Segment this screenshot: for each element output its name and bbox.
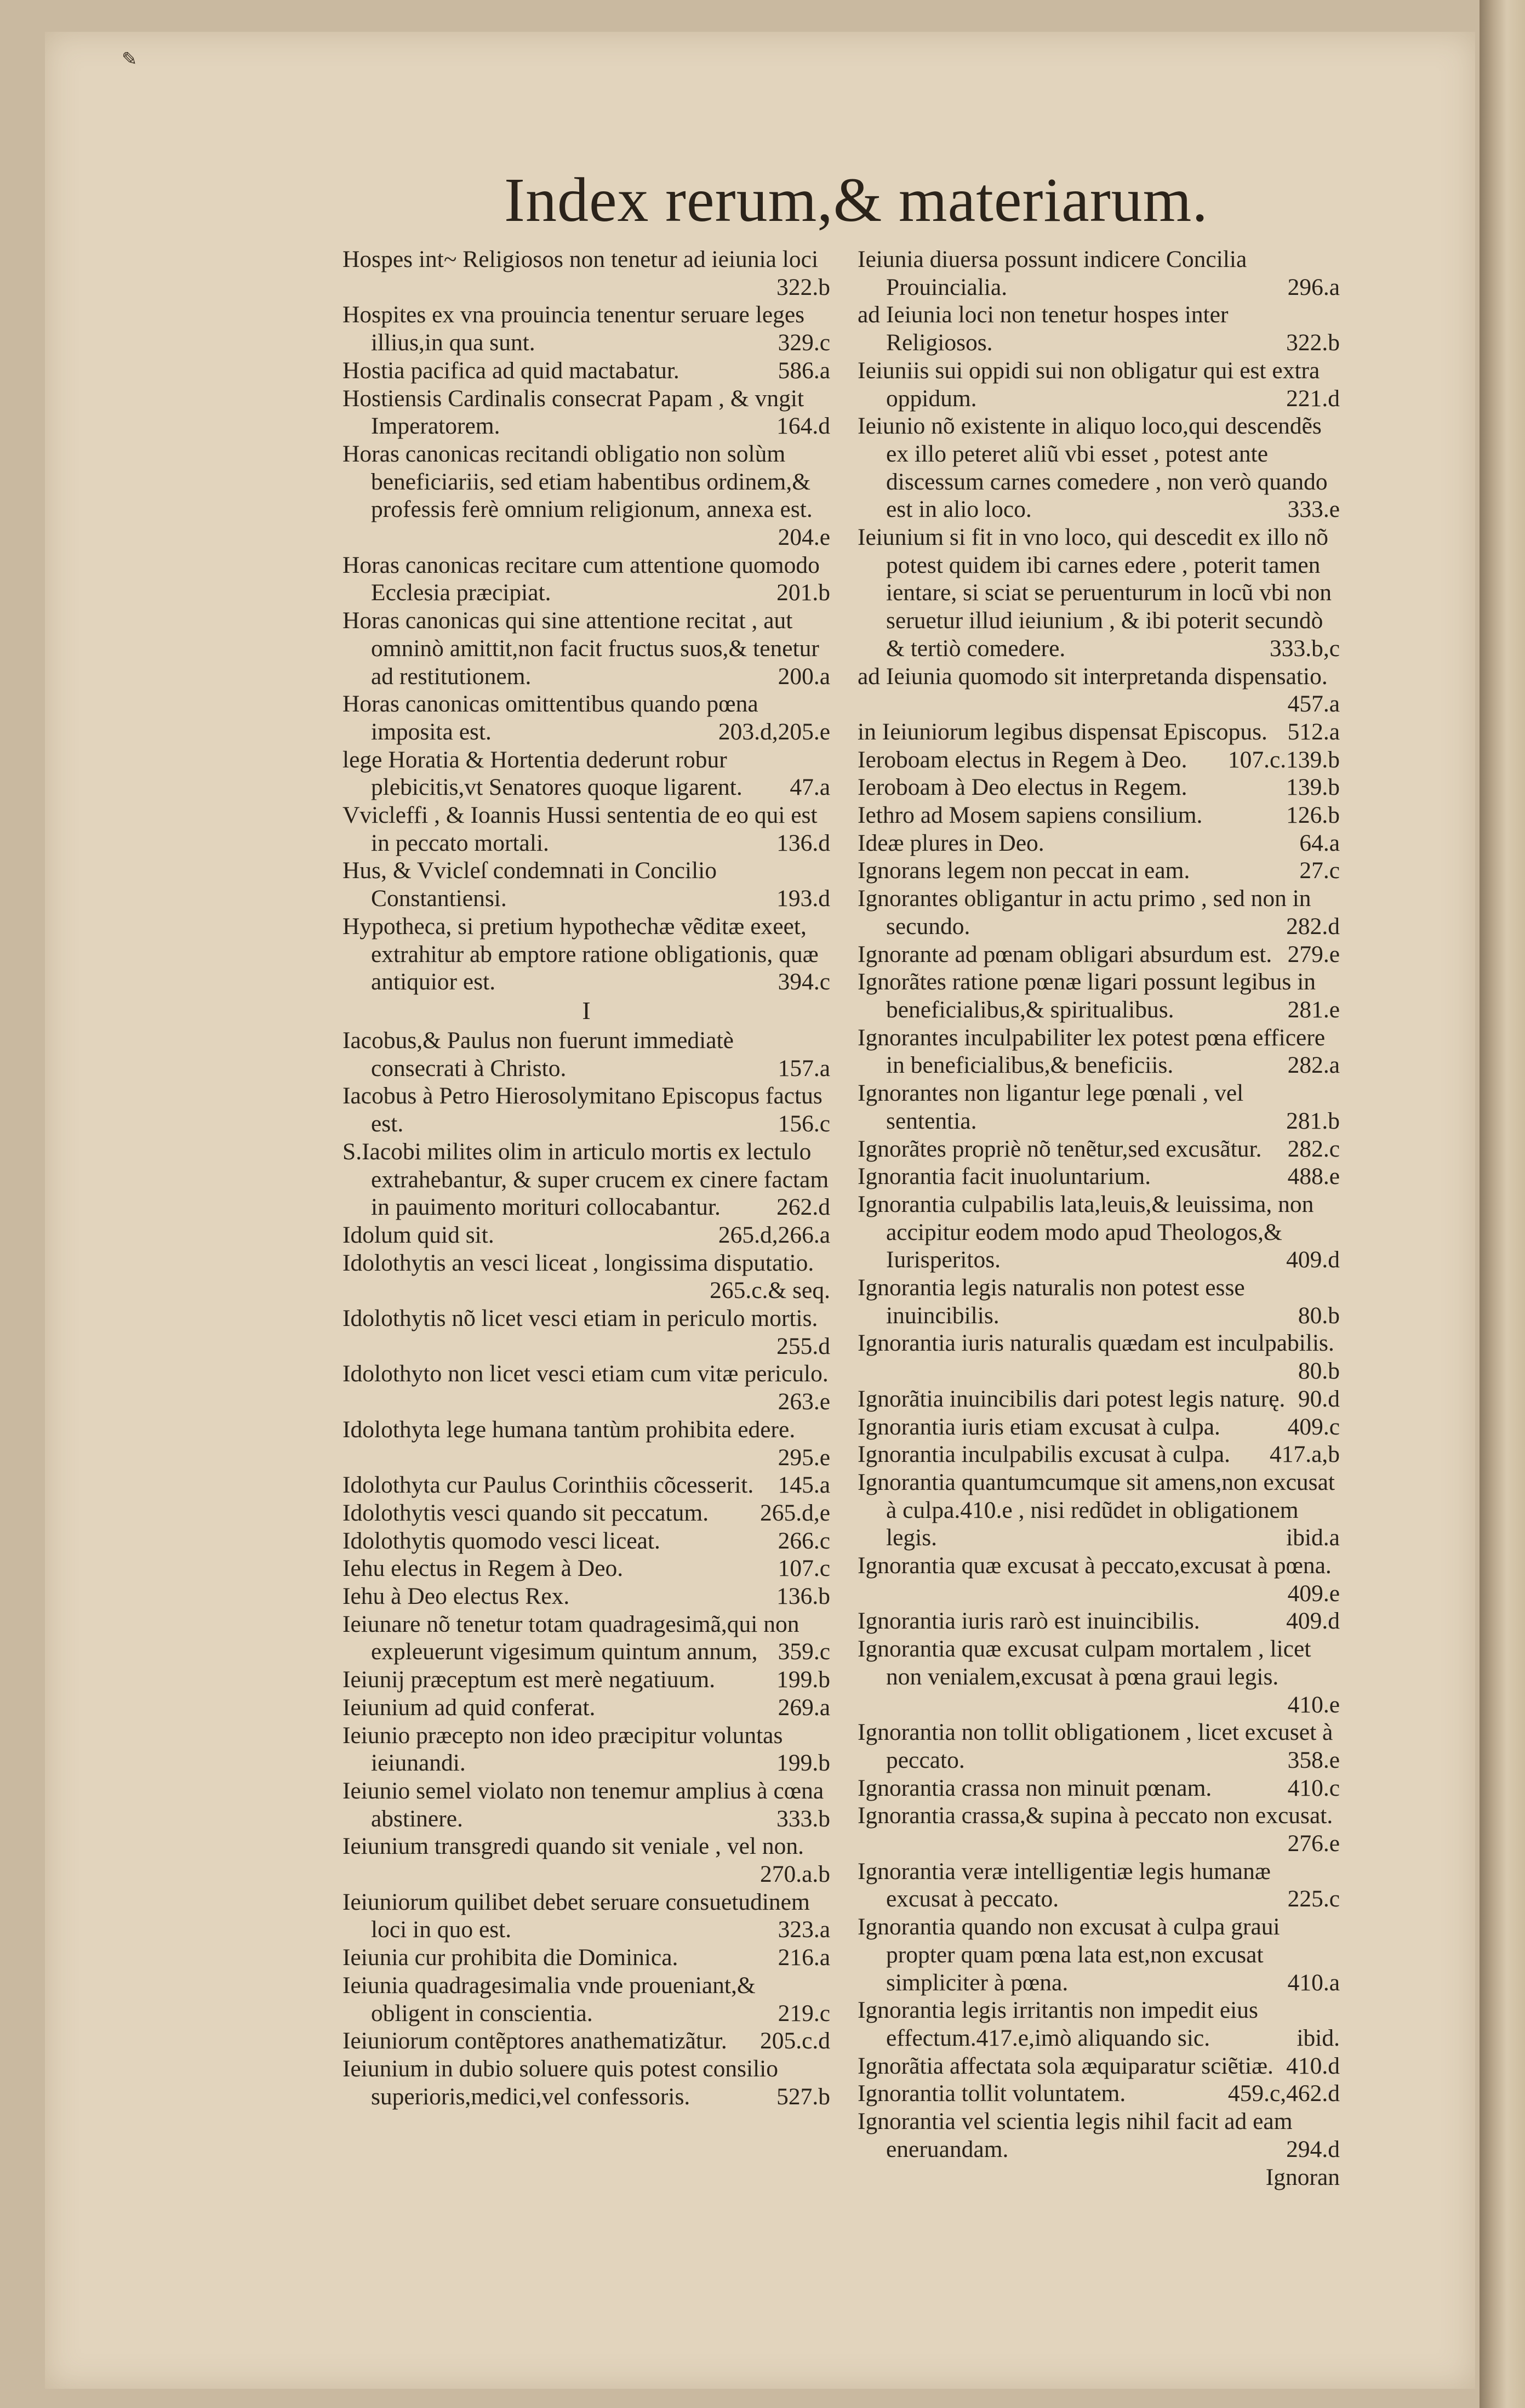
index-entry-text: Horas canonicas omittentibus quando pœna imposita est. (342, 691, 758, 745)
index-entry-text: ad Ieiunia quomodo sit interpretanda dispensatio. (858, 663, 1328, 690)
index-entry-text: Idolothytis nõ licet vesci etiam in periculo mortis. (342, 1305, 818, 1332)
index-entry-reference: 47.a (790, 774, 830, 801)
index-entry (342, 1944, 830, 1972)
index-entry (858, 1163, 1340, 1191)
index-entry-text: Vvicleffi , & Ioannis Hussi sententia de eo qui est in peccato mortali. (342, 802, 818, 856)
index-entry (858, 1135, 1340, 1163)
index-entry-text: Hospites ex vna prouincia tenentur seruare leges illius,in qua sunt. (342, 301, 805, 356)
index-entry-text: Ieiunium ad quid conferat. (342, 1694, 596, 1721)
index-entry-reference: 281.b (1286, 1107, 1340, 1134)
index-entry-reference: 409.d (1286, 1246, 1340, 1273)
index-entry-reference: 204.e (778, 524, 830, 551)
index-entry (342, 1694, 830, 1722)
index-entry-text: Ieiunare nõ tenetur totam quadragesimã,qui non expleuerunt vigesimum quintum annum, (342, 1610, 799, 1665)
index-entry-reference: 359.c (778, 1638, 830, 1665)
index-entry-text: Ieiunium transgredi quando sit veniale , vel non. (342, 1833, 804, 1860)
index-entry (342, 2027, 830, 2055)
index-entry-reference: 255.d (776, 1333, 830, 1359)
corner-annotation-mark: ✎ (122, 49, 138, 70)
index-entry (858, 246, 1340, 301)
index-entry (858, 2052, 1340, 2080)
index-entry (342, 913, 830, 996)
index-entry-reference: 221.d (1286, 385, 1340, 412)
index-entry (342, 1722, 830, 1777)
index-entry (342, 1555, 830, 1582)
index-entry-reference: 417.a,b (1269, 1441, 1340, 1468)
index-entry-text: Idolothyta lege humana tantùm prohibita edere. (342, 1416, 796, 1443)
index-entry-reference: 512.a (1287, 718, 1340, 745)
index-entry (858, 1913, 1340, 1996)
index-entry-text: Idolothytis quomodo vesci liceat. (342, 1527, 660, 1554)
index-entry-reference: 265.d,e (759, 1499, 830, 1526)
index-entry-reference: 164.d (776, 413, 830, 440)
index-entry-reference: 410.c (1287, 1774, 1340, 1801)
index-entry-text: Ieroboam à Deo electus in Regem. (858, 774, 1187, 801)
index-entry (858, 1718, 1340, 1774)
index-entry (858, 1079, 1340, 1135)
index-entry-reference: 294.d (1286, 2136, 1340, 2162)
index-entry-text: Ieiuniorum quilibet debet seruare consuetudinem loci in quo est. (342, 1888, 810, 1943)
index-entry (342, 1888, 830, 1944)
index-entry (858, 941, 1340, 969)
index-entry-text: Ieiuniorum contẽptores anathematizãtur. (342, 2028, 727, 2054)
index-entry (342, 1499, 830, 1527)
index-entry-text: Ieiunij præceptum est merè negatiuum. (342, 1666, 716, 1693)
index-entry-text: Ieiunio nõ existente in aliquo loco,qui descendẽs ex illo peteret aliũ vbi esset , potest ante discessum carnes comedere , non verò quando est in alio loco. (858, 413, 1328, 523)
index-entry (342, 385, 830, 440)
index-entry (342, 2055, 830, 2110)
index-entry-reference: 27.c (1299, 857, 1340, 884)
index-entry-text: Ignorantia non tollit obligationem , licet excuset à peccato. (858, 1719, 1333, 1773)
index-entry-reference: 107.c.139.b (1227, 746, 1340, 773)
index-entry-reference: 139.b (1286, 774, 1340, 801)
index-entry-text: Ieiuniis sui oppidi sui non obligatur qui est extra oppidum. (858, 357, 1320, 412)
index-entry (858, 1774, 1340, 1802)
index-entry-reference: 225.c (1287, 1886, 1340, 1912)
index-entry (858, 1635, 1340, 1718)
index-column-left (342, 246, 830, 2110)
index-entry-text: Ignorantia crassa non minuit pœnam. (858, 1774, 1212, 1801)
index-entry-reference: 199.b (776, 1750, 830, 1777)
index-entry-reference: 488.e (1287, 1163, 1340, 1190)
index-entry-text: Ignorantia quæ excusat à peccato,excusat à pœna. (858, 1552, 1332, 1579)
index-entry-text: Ignorante ad pœnam obligari absurdum est. (858, 941, 1272, 967)
index-entry-reference: 266.c (778, 1527, 830, 1554)
catchword: Ignoran (1265, 2164, 1340, 2190)
index-entry-text: Ieroboam electus in Regem à Deo. (858, 746, 1187, 773)
index-entry-reference: 410.a (1287, 1969, 1340, 1996)
index-entry (342, 857, 830, 912)
index-entry-reference: 329.c (778, 329, 830, 356)
index-entry-text: Ieiunium si fit in vno loco, qui descedit ex illo nõ potest quidem ibi carnes edere , poterit tamen ientare, si sciat se peruenturum in locũ vbi non seruetur illud ieiunium , & ibi poterit secundò & tertiò comedere. (858, 524, 1332, 662)
index-entry-text: Idolum quid sit. (342, 1221, 494, 1248)
index-entry (858, 1802, 1340, 1857)
index-entry-text: Ignorantes inculpabiliter lex potest pœna efficere in beneficialibus,& beneficiis. (858, 1024, 1326, 1079)
index-entry-text: lege Horatia & Hortentia dederunt robur plebicitis,vt Senatores quoque ligarent. (342, 746, 742, 801)
index-entry-text: Ignorantia inculpabilis excusat à culpa. (858, 1441, 1231, 1468)
index-entry-text: Ignorantia legis naturalis non potest esse inuincibilis. (858, 1274, 1245, 1329)
index-entry-reference: 457.a (1287, 691, 1340, 718)
index-entry (858, 801, 1340, 829)
index-entry-reference: 586.a (778, 357, 830, 384)
index-entry-text: Ignorantia crassa,& supina à peccato non excusat. (858, 1802, 1333, 1829)
index-entry (858, 1385, 1340, 1413)
index-entry-text: Horas canonicas recitandi obligatio non solùm beneficiariis, sed etiam habentibus ordinem,& professis ferè omnium religionum, annexa est. (342, 440, 813, 523)
index-entry-reference: 270.a.b (759, 1861, 830, 1888)
index-entry-text: Ignorantia iuris etiam excusat à culpa. (858, 1413, 1220, 1440)
index-entry-reference: 136.b (776, 1583, 830, 1610)
index-entry (342, 1471, 830, 1499)
index-entry (342, 1777, 830, 1832)
index-entry (342, 1972, 830, 2027)
index-entry-reference: 199.b (776, 1666, 830, 1693)
index-entry-text: Iehu à Deo electus Rex. (342, 1583, 570, 1610)
index-entry-text: Ignorãtes ratione pœnæ ligari possunt legibus in beneficialibus,& spiritualibus. (858, 969, 1316, 1023)
index-entry-reference: 262.d (776, 1194, 830, 1221)
index-entry (858, 718, 1340, 746)
index-entry-text: Ignorantia culpabilis lata,leuis,& leuissima, non accipitur eodem modo apud Theologos,& Iurisperitos. (858, 1191, 1314, 1273)
index-entry-reference: 333.e (1287, 496, 1340, 523)
index-entry (342, 1249, 830, 1305)
index-entry (342, 1582, 830, 1610)
index-entry-text: Ignorantia quando non excusat à culpa graui propter quam pœna lata est,non excusat simpliciter à pœna. (858, 1914, 1280, 1996)
index-entry-text: Ignorantia legis irritantis non impedit eius effectum.417.e,imò aliquando sic. (858, 1997, 1258, 2051)
index-entry-reference: 136.d (776, 829, 830, 856)
index-entry (858, 829, 1340, 857)
index-entry (858, 1996, 1340, 2052)
index-entry (858, 1329, 1340, 1385)
index-entry (342, 690, 830, 745)
index-entry-reference: 156.c (778, 1111, 830, 1137)
index-entry-reference: 80.b (1298, 1302, 1340, 1329)
index-entry-reference: 90.d (1298, 1385, 1340, 1412)
index-entry-text: Ignorantia tollit voluntatem. (858, 2080, 1126, 2107)
index-entry-text: Hostia pacifica ad quid mactabatur. (342, 357, 679, 384)
index-entry-text: Ignorantia quantumcumque sit amens,non excusat à culpa.410.e , nisi redũdet in obligationem legis. (858, 1468, 1335, 1551)
index-entry-reference: 279.e (1287, 941, 1340, 967)
index-entry-reference: 193.d (776, 885, 830, 912)
index-entry-text: Ignorans legem non peccat in eam. (858, 857, 1190, 884)
index-entry-text: Ideæ plures in Deo. (858, 829, 1044, 856)
index-entry-reference: 64.a (1299, 829, 1340, 856)
index-entry (342, 1082, 830, 1137)
index-entry-reference: 145.a (778, 1472, 830, 1499)
index-entry-text: Ignorantes non ligantur lege pœnali , vel sententia. (858, 1080, 1244, 1134)
index-entry (342, 440, 830, 551)
index-entry (342, 301, 830, 356)
index-entry-reference: 323.a (778, 1916, 830, 1943)
index-entry (858, 1413, 1340, 1441)
index-entry-reference: 296.a (1287, 274, 1340, 300)
index-entry (342, 1527, 830, 1555)
index-entry-reference: 295.e (778, 1444, 830, 1471)
index-entry-reference: 265.c.& seq. (710, 1277, 830, 1304)
index-entry-reference: 265.d,266.a (718, 1221, 830, 1248)
index-entry (858, 1858, 1340, 1913)
index-entry (342, 746, 830, 801)
index-entry-reference: 410.d (1286, 2052, 1340, 2079)
index-entry (858, 2108, 1340, 2163)
index-entry (342, 246, 830, 301)
index-entry (342, 1305, 830, 1360)
index-entry-text: S.Iacobi milites olim in articulo mortis ex lectulo extrahebantur, & super crucem ex cinere factam in pauimento morituri collocabantur. (342, 1138, 829, 1221)
index-entry-reference: 203.d,205.e (718, 718, 830, 745)
index-entry (342, 551, 830, 607)
index-entry-text: Ieiunio præcepto non ideo præcipitur voluntas ieiunandi. (342, 1722, 783, 1777)
index-entry (342, 1610, 830, 1666)
index-entry-reference: 219.c (778, 2000, 830, 2026)
index-entry-reference: 333.b,c (1269, 635, 1340, 662)
index-entry (858, 857, 1340, 885)
index-entry-reference: 333.b (776, 1805, 830, 1832)
index-entry-text: Ieiunium in dubio soluere quis potest consilio superioris,medici,vel confessoris. (342, 2056, 779, 2110)
index-entry-reference: 80.b (1298, 1358, 1340, 1385)
index-entry-reference: 409.e (1287, 1580, 1340, 1607)
index-entry (858, 968, 1340, 1023)
index-entry-reference: ibid. (1296, 2025, 1340, 2051)
index-entry (858, 1024, 1340, 1079)
index-entry-reference: ibid.a (1286, 1524, 1340, 1551)
index-entry (342, 1666, 830, 1694)
index-entry (858, 2080, 1340, 2108)
index-entry (342, 357, 830, 385)
index-entry (858, 885, 1340, 940)
index-column-right (858, 246, 1340, 2191)
index-entry-text: Idolothyto non licet vesci etiam cum vitæ periculo. (342, 1360, 829, 1387)
index-entry-text: Iehu electus in Regem à Deo. (342, 1555, 624, 1582)
index-entry-text: Hostiensis Cardinalis consecrat Papam , & vngit Imperatorem. (342, 385, 804, 440)
index-entry-text: Idolothytis an vesci liceat , longissima disputatio. (342, 1249, 814, 1276)
index-entry (858, 301, 1340, 356)
index-entry-text: Ieiunia cur prohibita die Dominica. (342, 1944, 678, 1971)
index-entry-reference: 358.e (1287, 1746, 1340, 1773)
index-entry (858, 1607, 1340, 1635)
index-entry (342, 801, 830, 857)
index-entry-reference: 322.b (776, 274, 830, 300)
adjacent-page-edge (1480, 0, 1525, 2408)
index-entry-text: Hypotheca, si pretium hypothechæ vẽditæ exeet, extrahitur ab emptore ratione obligationis, quæ antiquior est. (342, 913, 819, 995)
index-entry-text: in Ieiuniorum legibus dispensat Episcopus. (858, 718, 1267, 745)
index-entry-text: Idolothyta cur Paulus Corinthiis cõcesserit. (342, 1472, 754, 1499)
index-entry-reference: 409.c (1287, 1413, 1340, 1440)
index-entry-text: Ieiunio semel violato non tenemur amplius à cœna abstinere. (342, 1777, 824, 1832)
index-entry-reference: 394.c (778, 969, 830, 995)
index-entry-text: Horas canonicas qui sine attentione recitat , aut omninò amittit,non facit fructus suos,& tenetur ad restitutionem. (342, 607, 819, 690)
index-entry (858, 663, 1340, 718)
index-entry-text: Ignorãtia inuincibilis dari potest legis naturę. (858, 1385, 1286, 1412)
index-entry-text: Ignorantia facit inuoluntarium. (858, 1163, 1151, 1190)
index-entry (858, 412, 1340, 523)
index-entry-reference: 276.e (1287, 1830, 1340, 1857)
index-entry-reference: 126.b (1286, 802, 1340, 829)
index-entry-text: Ieiunia quadragesimalia vnde proueniant,& obligent in conscientia. (342, 1972, 756, 2026)
index-entry-text: Ignorantes obligantur in actu primo , sed non in secundo. (858, 885, 1311, 940)
index-entry-text: Ignorantia veræ intelligentiæ legis humanæ excusat à peccato. (858, 1858, 1271, 1912)
index-entry-text: Ignorantia vel scientia legis nihil facit ad eam eneruandam. (858, 2108, 1293, 2162)
index-entry-text: Iacobus,& Paulus non fuerunt immediatè consecrati à Christo. (342, 1027, 734, 1081)
index-entry-reference: 282.a (1287, 1052, 1340, 1079)
index-entry-text: Ieiunia diuersa possunt indicere Concilia Prouincialia. (858, 246, 1247, 300)
index-entry-reference: 459.c,462.d (1227, 2080, 1340, 2107)
index-entry-reference: 157.a (778, 1055, 830, 1081)
index-entry (858, 1274, 1340, 1329)
index-entry-text: Ignorantia quæ excusat culpam mortalem , licet non venialem,excusat à pœna graui legis. (858, 1636, 1311, 1690)
index-entry-text: ad Ieiunia loci non tenetur hospes inter Religiosos. (858, 301, 1229, 356)
index-entry-reference: 216.a (778, 1944, 830, 1971)
page-title: Index rerum,& materiarum. (504, 165, 1208, 235)
index-entry-text: Hospes int~ Religiosos non tenetur ad ieiunia loci (342, 246, 819, 272)
index-entry-text: Ignorãtia affectata sola æquiparatur sciẽtiæ. (858, 2052, 1273, 2079)
index-entry-reference: 409.d (1286, 1608, 1340, 1635)
index-entry (342, 1416, 830, 1471)
index-entry-reference: 205.c.d (759, 2028, 830, 2054)
index-entry-reference: 269.a (778, 1694, 830, 1721)
index-entry-text: Idolothytis vesci quando sit peccatum. (342, 1499, 709, 1526)
index-entry-text: Ignorantia iuris naturalis quædam est inculpabilis. (858, 1330, 1334, 1357)
index-entry (858, 523, 1340, 663)
index-entry-reference: 263.e (778, 1388, 830, 1415)
index-entry-reference: 201.b (776, 579, 830, 606)
index-entry (858, 357, 1340, 412)
index-entry (342, 1360, 830, 1415)
index-entry-reference: 281.e (1287, 996, 1340, 1023)
index-entry (858, 1552, 1340, 1607)
index-entry (342, 1138, 830, 1221)
index-entry (858, 773, 1340, 801)
index-entry-reference: 200.a (778, 663, 830, 690)
index-entry-reference: 107.c (778, 1555, 830, 1582)
index-entry-reference: 282.d (1286, 913, 1340, 940)
index-entry (858, 1191, 1340, 1274)
index-entry (342, 1832, 830, 1888)
index-entry-text: Ignorãtes propriè nõ tenẽtur,sed excusãtur. (858, 1135, 1262, 1162)
index-entry (858, 1468, 1340, 1552)
index-entry (342, 607, 830, 690)
index-entry-text: Iacobus à Petro Hierosolymitano Episcopus factus est. (342, 1083, 823, 1137)
index-entry-reference: 322.b (1286, 329, 1340, 356)
index-entry-text: Hus, & Vvicleſ condemnati in Concilio Constantiensi. (342, 857, 717, 912)
index-entry (858, 1441, 1340, 1468)
index-entry (858, 746, 1340, 774)
index-entry-text: Ignorantia iuris rarò est inuincibilis. (858, 1608, 1200, 1635)
index-entry-reference: 282.c (1287, 1135, 1340, 1162)
index-entry-reference: 527.b (776, 2083, 830, 2110)
index-entry-text: Iethro ad Mosem sapiens consilium. (858, 802, 1203, 829)
section-letter-heading: I (582, 996, 591, 1024)
index-entry-text: Horas canonicas recitare cum attentione quomodo Ecclesia præcipiat. (342, 551, 820, 606)
index-entry (342, 1027, 830, 1082)
index-entry-reference: 410.e (1287, 1691, 1340, 1718)
index-entry (342, 1221, 830, 1249)
